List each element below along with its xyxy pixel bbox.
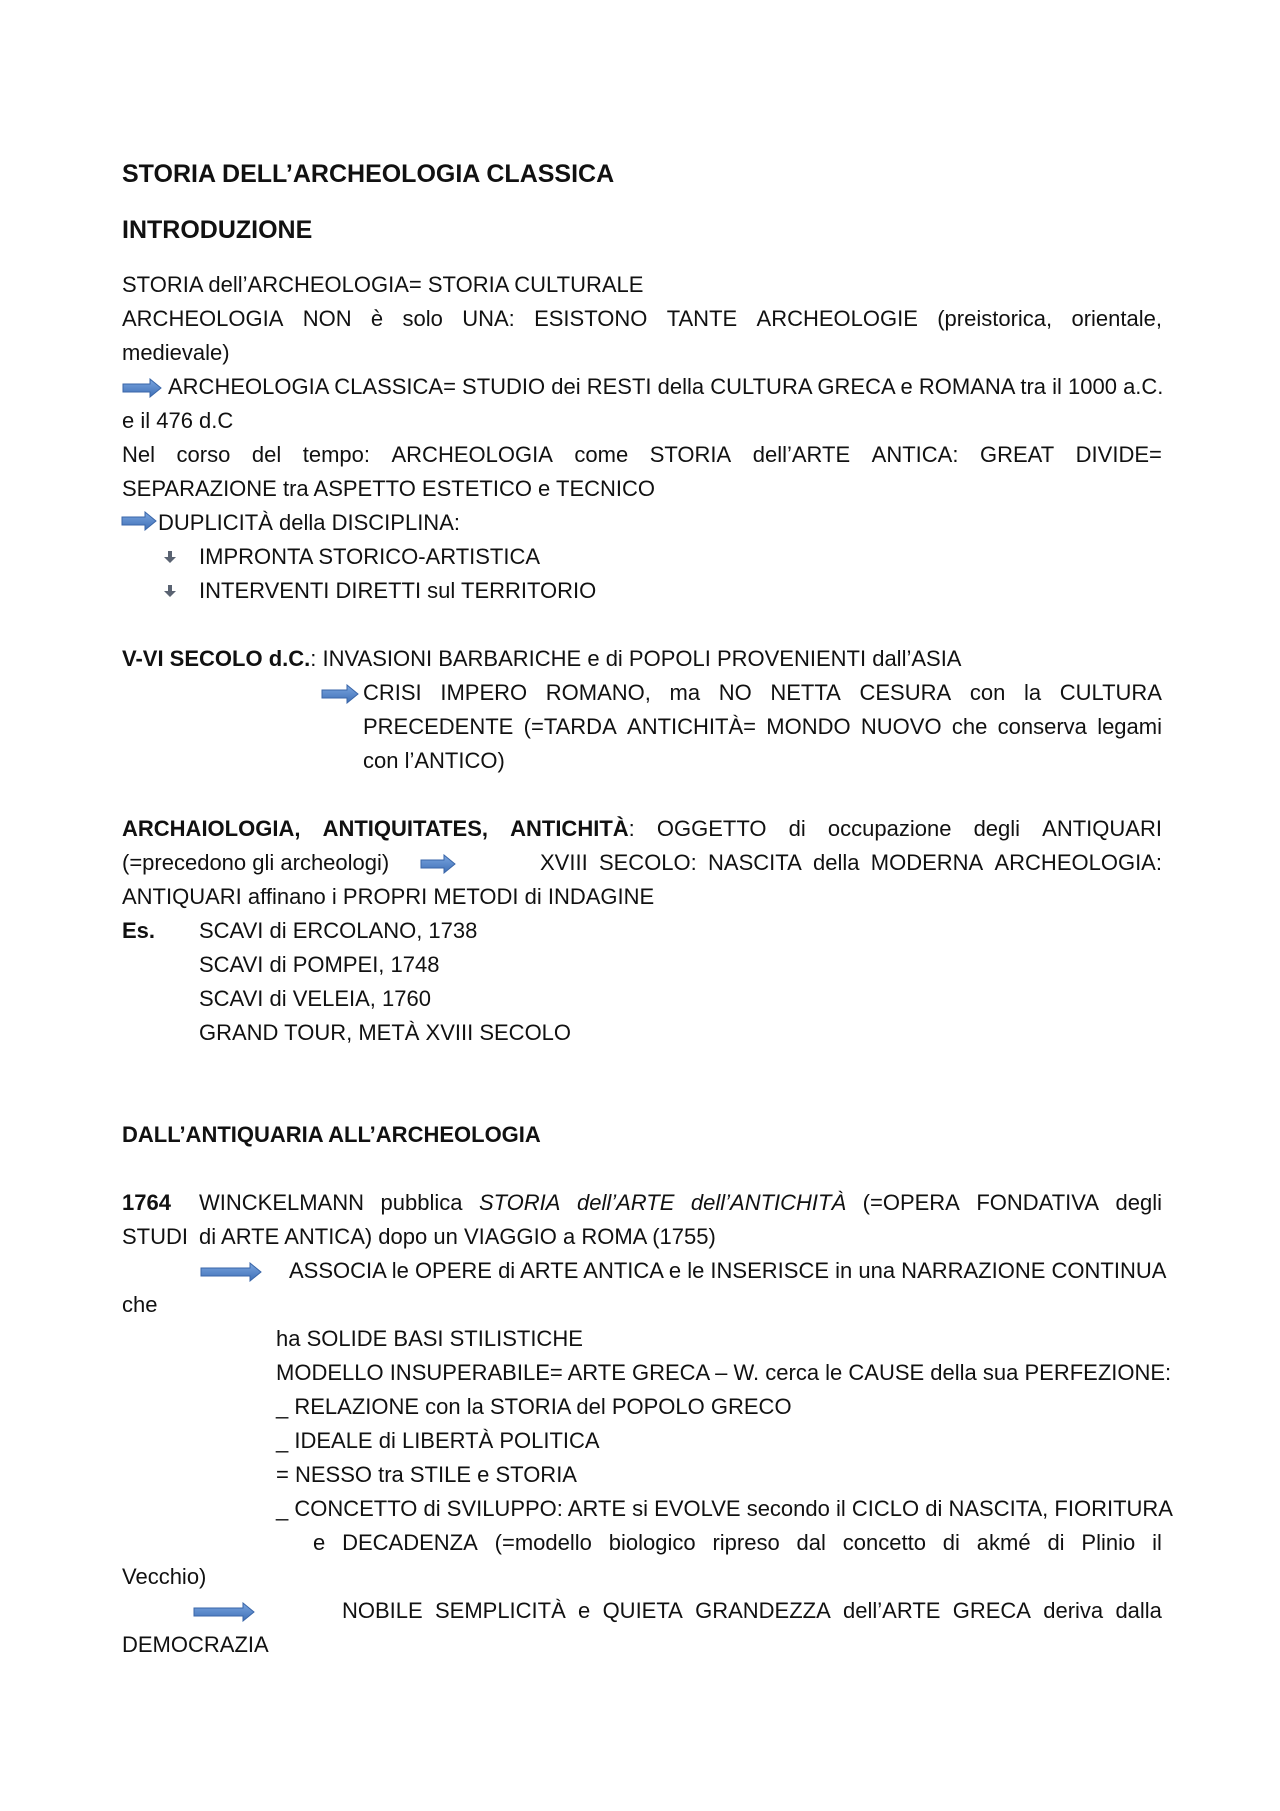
right-arrow-icon <box>121 511 157 531</box>
example-label: Es. <box>122 918 156 943</box>
bullet-item: IMPRONTA STORICO-ARTISTICA <box>199 544 541 569</box>
paragraph-line: ha SOLIDE BASI STILISTICHE <box>276 1326 583 1351</box>
paragraph-line: medievale) <box>122 340 230 365</box>
example-item: SCAVI di ERCOLANO, 1738 <box>199 918 478 943</box>
right-arrow-icon <box>321 684 359 704</box>
year-label: 1764 <box>122 1190 171 1215</box>
justified-line: WINCKELMANN pubblica STORIA dell’ARTE dell’ANTICHITÀ (=OPERA FONDATIVA degli <box>199 1190 1162 1215</box>
right-arrow-icon <box>420 854 456 874</box>
justified-line: NOBILE SEMPLICITÀ e QUIETA GRANDEZZA dell’ARTE GRECA deriva dalla <box>342 1598 1162 1623</box>
paragraph-line: ARCHEOLOGIA CLASSICA= STUDIO dei RESTI della CULTURA GRECA e ROMANA tra il 1000 a.C. <box>168 374 1164 399</box>
paragraph-line: _ CONCETTO di SVILUPPO: ARTE si EVOLVE secondo il CICLO di NASCITA, FIORITURA <box>276 1496 1173 1521</box>
right-arrow-icon <box>122 378 162 398</box>
paragraph-line: _ IDEALE di LIBERTÀ POLITICA <box>276 1428 600 1453</box>
example-item: GRAND TOUR, METÀ XVIII SECOLO <box>199 1020 572 1045</box>
paragraph-line: MODELLO INSUPERABILE= ARTE GRECA – W. cerca le CAUSE della sua PERFEZIONE: <box>276 1360 1172 1385</box>
justified-line: XVIII SECOLO: NASCITA della MODERNA ARCHEOLOGIA: <box>540 850 1162 875</box>
paragraph-line: Vecchio) <box>122 1564 207 1589</box>
justified-line: PRECEDENTE (=TARDA ANTICHITÀ= MONDO NUOVO che conserva legami <box>363 714 1162 739</box>
paragraph-line: (=precedono gli archeologi) <box>122 850 390 875</box>
paragraph-line: con l’ANTICO) <box>363 748 505 773</box>
justified-line: ARCHAIOLOGIA, ANTIQUITATES, ANTICHITÀ: OGGETTO di occupazione degli ANTIQUARI <box>122 816 1162 841</box>
paragraph-line: ASSOCIA le OPERE di ARTE ANTICA e le INSERISCE in una NARRAZIONE CONTINUA <box>289 1258 1167 1283</box>
paragraph-line: STORIA dell’ARCHEOLOGIA= STORIA CULTURALE <box>122 272 644 297</box>
paragraph-line: DEMOCRAZIA <box>122 1632 269 1657</box>
paragraph-line: STUDI <box>122 1224 188 1249</box>
justified-line: Nel corso del tempo: ARCHEOLOGIA come STORIA dell’ARTE ANTICA: GREAT DIVIDE= <box>122 442 1162 467</box>
paragraph-line: ANTIQUARI affinano i PROPRI METODI di INDAGINE <box>122 884 655 909</box>
paragraph-line: V-VI SECOLO d.C.: INVASIONI BARBARICHE e di POPOLI PROVENIENTI dall’ASIA <box>122 646 962 671</box>
justified-line: e DECADENZA (=modello biologico ripreso dal concetto di akmé di Plinio il <box>313 1530 1162 1555</box>
paragraph-line: = NESSO tra STILE e STORIA <box>276 1462 577 1487</box>
document-title: STORIA DELL’ARCHEOLOGIA CLASSICA <box>122 160 615 188</box>
right-arrow-icon <box>200 1262 262 1282</box>
paragraph-line: SEPARAZIONE tra ASPETTO ESTETICO e TECNICO <box>122 476 656 501</box>
example-item: SCAVI di VELEIA, 1760 <box>199 986 431 1011</box>
section-heading-introduzione: INTRODUZIONE <box>122 216 313 244</box>
section-heading-antiquaria: DALL’ANTIQUARIA ALL’ARCHEOLOGIA <box>122 1122 541 1147</box>
example-item: SCAVI di POMPEI, 1748 <box>199 952 440 977</box>
paragraph-line: DUPLICITÀ della DISCIPLINA: <box>158 510 460 535</box>
justified-line: CRISI IMPERO ROMANO, ma NO NETTA CESURA con la CULTURA <box>363 680 1162 705</box>
justified-line: ARCHEOLOGIA NON è solo UNA: ESISTONO TANTE ARCHEOLOGIE (preistorica, orientale, <box>122 306 1162 331</box>
arrow-down-bullet-icon <box>163 584 177 598</box>
paragraph-line: _ RELAZIONE con la STORIA del POPOLO GRECO <box>276 1394 792 1419</box>
bullet-item: INTERVENTI DIRETTI sul TERRITORIO <box>199 578 597 603</box>
paragraph-line: di ARTE ANTICA) dopo un VIAGGIO a ROMA (1755) <box>199 1224 716 1249</box>
paragraph-line: e il 476 d.C <box>122 408 234 433</box>
right-arrow-icon <box>193 1602 255 1622</box>
arrow-down-bullet-icon <box>163 550 177 564</box>
paragraph-line: che <box>122 1292 158 1317</box>
